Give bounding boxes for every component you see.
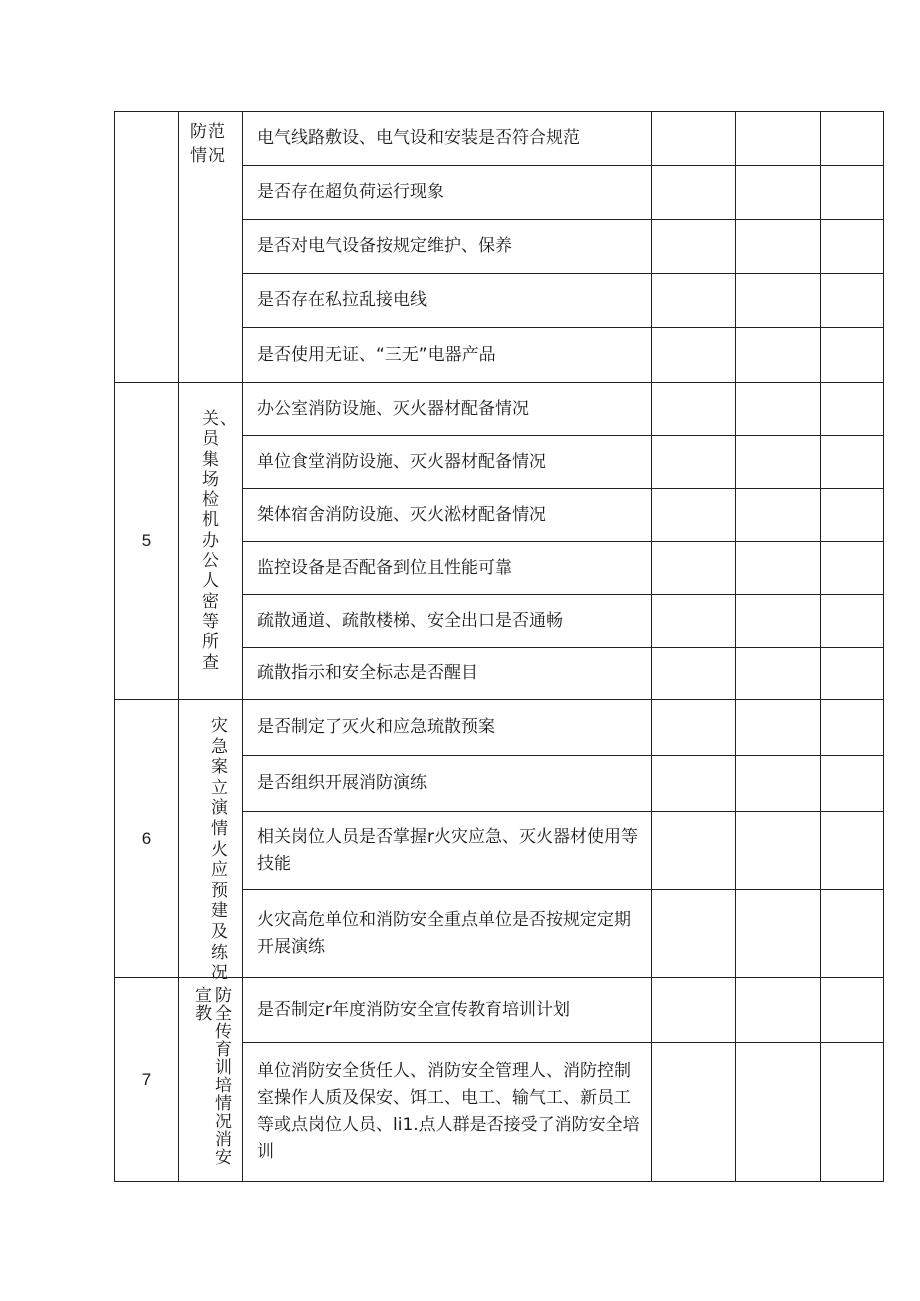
check-item: 是否制定了灭火和应急琉散预案 bbox=[243, 700, 652, 756]
result-cell[interactable] bbox=[736, 112, 821, 166]
category-text: 防范情况 bbox=[190, 122, 226, 166]
category-text: 防全传育训培情况消安宣教 bbox=[191, 986, 231, 1166]
section-category bbox=[179, 700, 243, 984]
section-category bbox=[179, 112, 243, 383]
result-cell[interactable] bbox=[736, 383, 821, 436]
check-item: 是否对电气设备按规定维护、保养 bbox=[243, 220, 652, 274]
section-number bbox=[115, 112, 179, 383]
result-cell[interactable] bbox=[821, 978, 884, 1043]
fire-safety-checklist-table bbox=[114, 111, 884, 1182]
result-cell[interactable] bbox=[821, 890, 884, 978]
result-cell[interactable] bbox=[821, 812, 884, 890]
result-cell[interactable] bbox=[652, 274, 736, 328]
section-number: 7 bbox=[115, 978, 179, 1182]
result-cell[interactable] bbox=[652, 812, 736, 890]
result-cell[interactable] bbox=[652, 978, 736, 1043]
result-cell[interactable] bbox=[736, 890, 821, 978]
section-category bbox=[179, 383, 243, 700]
result-cell[interactable] bbox=[736, 542, 821, 595]
result-cell[interactable] bbox=[652, 220, 736, 274]
table-row bbox=[115, 700, 884, 756]
result-cell[interactable] bbox=[652, 595, 736, 648]
check-item: 是否制定r年度消防安全宣传教育培训计划 bbox=[243, 978, 652, 1043]
result-cell[interactable] bbox=[652, 328, 736, 383]
result-cell[interactable] bbox=[821, 595, 884, 648]
check-item: 办公室消防设施、灭火器材配备情况 bbox=[243, 383, 652, 436]
check-item: 火灾高危单位和消防安全重点单位是否按规定定期开展演练 bbox=[243, 890, 652, 978]
check-item: 电气线路敷设、电气设和安装是否符合规范 bbox=[243, 112, 652, 166]
result-cell[interactable] bbox=[736, 274, 821, 328]
result-cell[interactable] bbox=[736, 812, 821, 890]
result-cell[interactable] bbox=[736, 220, 821, 274]
result-cell[interactable] bbox=[652, 756, 736, 812]
result-cell[interactable] bbox=[821, 383, 884, 436]
result-cell[interactable] bbox=[652, 890, 736, 978]
check-item: 监控设备是否配备到位且性能可靠 bbox=[243, 542, 652, 595]
result-cell[interactable] bbox=[736, 328, 821, 383]
result-cell[interactable] bbox=[821, 112, 884, 166]
result-cell[interactable] bbox=[821, 328, 884, 383]
result-cell[interactable] bbox=[736, 436, 821, 489]
section-number: 6 bbox=[115, 700, 179, 978]
result-cell[interactable] bbox=[821, 648, 884, 700]
check-item: 是否使用无证、“三无”电器产品 bbox=[243, 328, 652, 383]
result-cell[interactable] bbox=[821, 436, 884, 489]
result-cell[interactable] bbox=[821, 700, 884, 756]
section-number: 5 bbox=[115, 383, 179, 700]
result-cell[interactable] bbox=[736, 700, 821, 756]
result-cell[interactable] bbox=[736, 1043, 821, 1182]
result-cell[interactable] bbox=[821, 756, 884, 812]
result-cell[interactable] bbox=[652, 648, 736, 700]
result-cell[interactable] bbox=[652, 383, 736, 436]
category-text: 关、员集场检机办公人密等所查 bbox=[202, 409, 238, 673]
table-row bbox=[115, 978, 884, 1043]
result-cell[interactable] bbox=[821, 542, 884, 595]
result-cell[interactable] bbox=[652, 166, 736, 220]
result-cell[interactable] bbox=[821, 220, 884, 274]
result-cell[interactable] bbox=[652, 542, 736, 595]
result-cell[interactable] bbox=[821, 166, 884, 220]
result-cell[interactable] bbox=[821, 1043, 884, 1182]
check-item: 单位食堂消防设施、灭火器材配备情况 bbox=[243, 436, 652, 489]
check-item: 是否存在超负荷运行现象 bbox=[243, 166, 652, 220]
result-cell[interactable] bbox=[736, 166, 821, 220]
table-row bbox=[115, 112, 884, 166]
check-item: 桀体宿舍消防设施、灭火淞材配备情况 bbox=[243, 489, 652, 542]
check-item: 疏散通道、疏散楼梯、安全出口是否通畅 bbox=[243, 595, 652, 648]
result-cell[interactable] bbox=[821, 489, 884, 542]
check-item: 单位消防安全货任人、消防安全管理人、消防控制室操作人质及保安、饵工、电工、输气工、新员工等或点岗位人员、li1.点人群是否接受了消防安全培训 bbox=[243, 1043, 652, 1182]
result-cell[interactable] bbox=[736, 648, 821, 700]
result-cell[interactable] bbox=[736, 756, 821, 812]
category-text: 灾急案立演情火应预建及练况 bbox=[211, 716, 229, 984]
check-item: 相关岗位人员是否掌握r火灾应急、灭火器材使用等技能 bbox=[243, 812, 652, 890]
result-cell[interactable] bbox=[652, 112, 736, 166]
result-cell[interactable] bbox=[736, 595, 821, 648]
result-cell[interactable] bbox=[821, 274, 884, 328]
result-cell[interactable] bbox=[652, 1043, 736, 1182]
result-cell[interactable] bbox=[652, 700, 736, 756]
table-row bbox=[115, 383, 884, 436]
check-item: 是否存在私拉乱接电线 bbox=[243, 274, 652, 328]
result-cell[interactable] bbox=[736, 978, 821, 1043]
check-item: 是否组织开展消防演练 bbox=[243, 756, 652, 812]
check-item: 疏散指示和安全标志是否醒目 bbox=[243, 648, 652, 700]
result-cell[interactable] bbox=[736, 489, 821, 542]
result-cell[interactable] bbox=[652, 436, 736, 489]
result-cell[interactable] bbox=[652, 489, 736, 542]
section-category bbox=[179, 978, 243, 1182]
